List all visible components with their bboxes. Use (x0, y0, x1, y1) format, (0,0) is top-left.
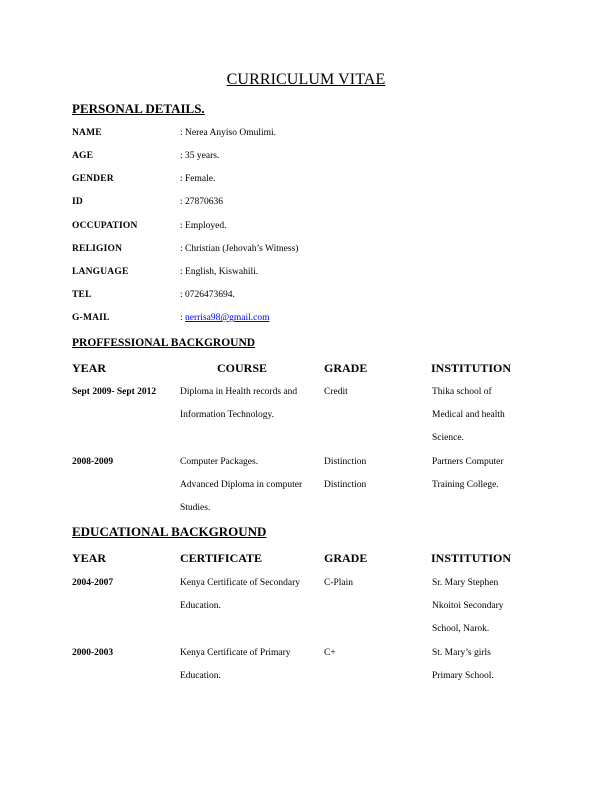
tel-label: TEL (72, 290, 92, 300)
prof-header-institution: INSTITUTION (431, 361, 512, 375)
edu-header-year: YEAR (72, 551, 107, 565)
tel-value: : 0726473694. (180, 290, 235, 300)
edu-row-1-grade: C-Plain (324, 578, 354, 588)
prof-row-1-year: Sept 2009- Sept 2012 (72, 387, 157, 397)
prof-row-1-course: Diploma in Health records and Information Technology. (180, 387, 298, 420)
educational-background-heading: EDUCATIONAL BACKGROUND (72, 524, 267, 539)
occupation-value: : Employed. (180, 221, 227, 231)
religion-value: : Christian (Jehovah’s Witness) (180, 244, 299, 254)
age-label: AGE (72, 151, 94, 161)
gmail-label: G-MAIL (72, 313, 110, 323)
edu-row-1-certificate: Kenya Certificate of Secondary Education. (180, 578, 301, 611)
name-label: NAME (72, 128, 102, 138)
id-value: : 27870636 (180, 197, 224, 207)
id-label: ID (72, 197, 83, 207)
language-label: LANGUAGE (72, 267, 129, 277)
personal-details-heading: PERSONAL DETAILS. (72, 101, 205, 116)
prof-row-2-course: Computer Packages. Advanced Diploma in computer Studies. (180, 457, 303, 513)
edu-header-grade: GRADE (324, 551, 368, 565)
religion-label: RELIGION (72, 244, 123, 254)
gmail-value (180, 313, 269, 323)
prof-row-2-year: 2008-2009 (72, 457, 114, 467)
edu-header-institution: INSTITUTION (431, 551, 512, 565)
prof-row-1-institution: Thika school of Medical and health Science. (432, 387, 505, 443)
prof-header-course: COURSE (217, 361, 268, 375)
prof-row-2-grade: Distinction Distinction (324, 457, 367, 490)
gender-label: GENDER (72, 174, 114, 184)
gender-value: : Female. (180, 174, 216, 184)
occupation-label: OCCUPATION (72, 221, 138, 231)
prof-row-1-grade: Credit (324, 387, 348, 397)
email-link[interactable]: nerrisa98@gmail.com (185, 313, 270, 323)
edu-row-2-year: 2000-2003 (72, 648, 114, 658)
language-value: : English, Kiswahili. (180, 267, 259, 277)
edu-row-2-institution: St. Mary’s girls Primary School. (432, 648, 494, 681)
edu-row-1-year: 2004-2007 (72, 578, 114, 588)
edu-header-certificate: CERTIFICATE (180, 551, 263, 565)
edu-row-1-institution: Sr. Mary Stephen Nkoitoi Secondary School, Narok. (432, 578, 504, 634)
prof-row-2-institution: Partners Computer Training College. (432, 457, 504, 490)
edu-row-2-certificate: Kenya Certificate of Primary Education. (180, 648, 291, 681)
name-value: : Nerea Anyiso Omulimi. (180, 128, 277, 138)
prof-header-grade: GRADE (324, 361, 368, 375)
edu-row-2-grade: C+ (324, 648, 336, 658)
professional-background-heading: PROFFESSIONAL BACKGROUND (72, 337, 256, 349)
document-title: CURRICULUM VITAE (226, 71, 386, 88)
gmail-prefix: : (180, 313, 186, 323)
prof-header-year: YEAR (72, 361, 107, 375)
age-value: : 35 years. (180, 151, 220, 161)
